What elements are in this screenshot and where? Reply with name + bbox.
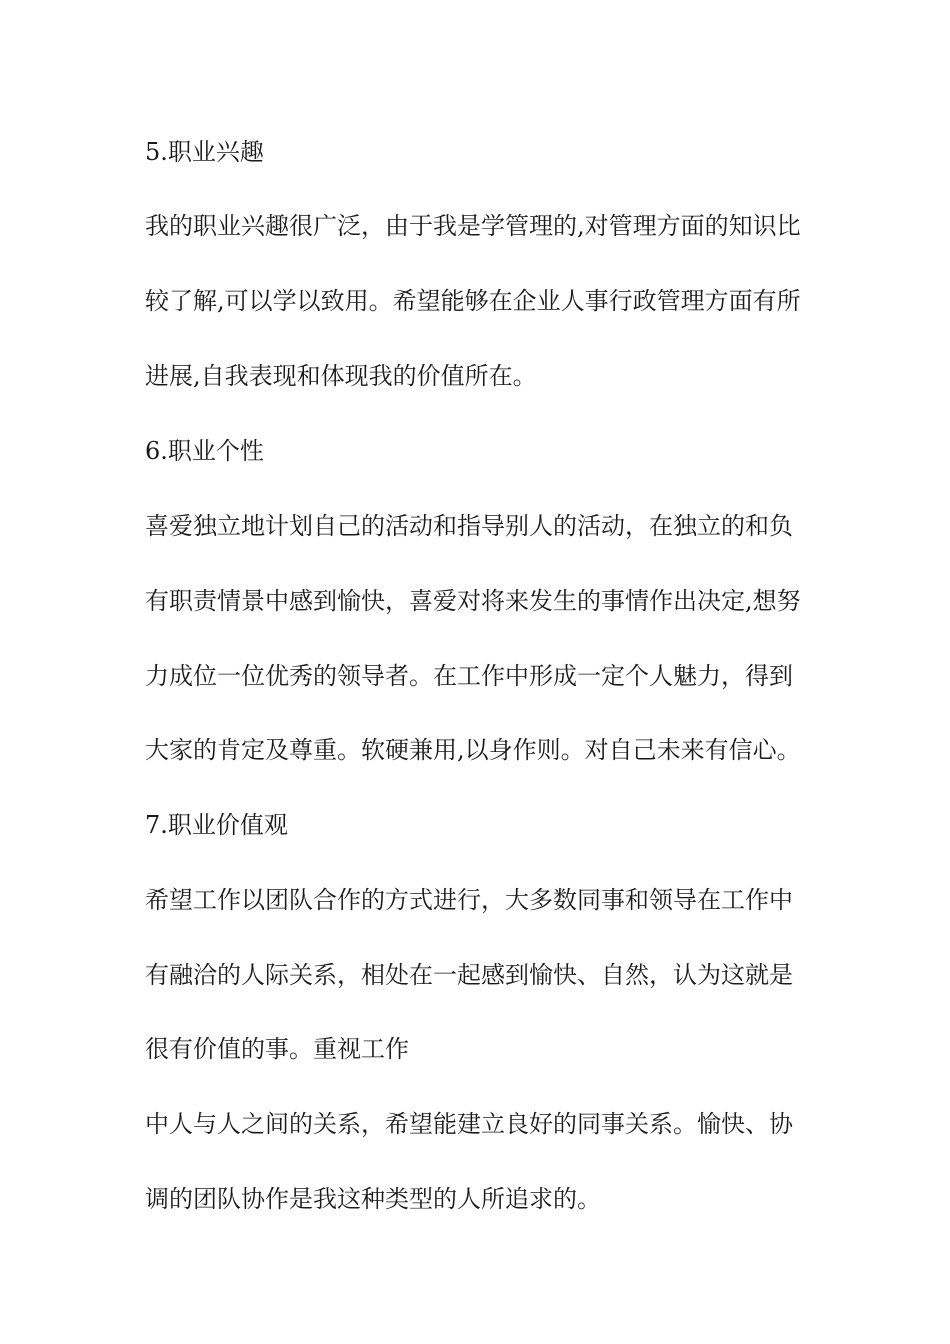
paragraph-line: 较了解,可以学以致用。希望能够在企业人事行政管理方面有所 (145, 287, 801, 315)
paragraph-line: 希望工作以团队合作的方式进行，大多数同事和领导在工作中 (145, 886, 793, 914)
section-heading-career-interest: 5.职业兴趣 (145, 138, 264, 166)
paragraph-line: 很有价值的事。重视工作 (145, 1035, 409, 1063)
paragraph-line: 喜爱独立地计划自己的活动和指导别人的活动，在独立的和负 (145, 512, 793, 540)
paragraph-line: 有职责情景中感到愉快，喜爱对将来发生的事情作出决定,想努 (145, 587, 801, 615)
paragraph-line: 中人与人之间的关系，希望能建立良好的同事关系。愉快、协 (145, 1110, 793, 1138)
paragraph-line: 力成位一位优秀的领导者。在工作中形成一定个人魅力，得到 (145, 662, 793, 690)
paragraph-line: 有融洽的人际关系，相处在一起感到愉快、自然，认为这就是 (145, 961, 793, 989)
paragraph-line: 大家的肯定及尊重。软硬兼用,以身作则。对自己未来有信心。 (145, 736, 801, 764)
paragraph-line: 调的团队协作是我这种类型的人所追求的。 (145, 1185, 601, 1213)
paragraph-line: 进展,自我表现和体现我的价值所在。 (145, 362, 537, 390)
section-heading-career-values: 7.职业价值观 (145, 811, 288, 839)
section-heading-career-personality: 6.职业个性 (145, 437, 264, 465)
paragraph-line: 我的职业兴趣很广泛，由于我是学管理的,对管理方面的知识比 (145, 212, 801, 240)
